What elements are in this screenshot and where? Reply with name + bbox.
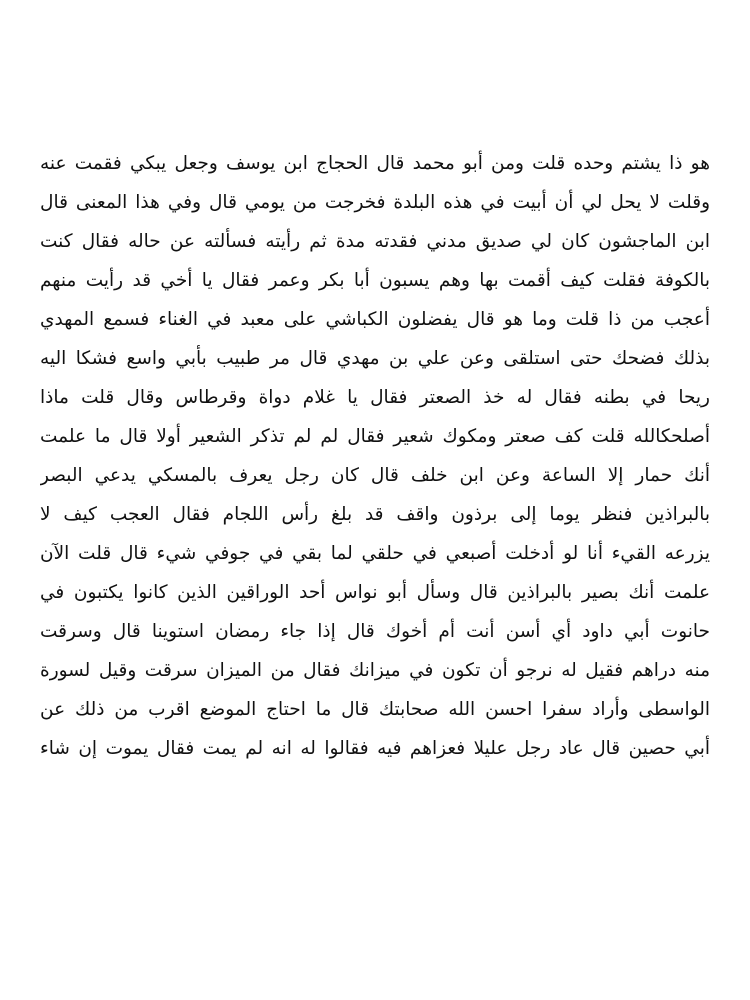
text-line: يزرعه القيء أنا لو أدخلت أصبعي في حلقي لما بقي في جوفي شيء قال قلت الآن: [40, 543, 710, 564]
text-line: ابن الماجشون كان لي صديق مدني فقدته مدة ثم رأيته فسألته عن حاله فقال كنت: [40, 231, 710, 252]
text-line: وقلت لا يحل لي أن أبيت في هذه البلدة فخرجت من يومي قال وفي هذا المعنى قال: [40, 192, 710, 213]
text-line: أصلحكالله قلت كف صعتر ومكوك شعير فقال لم لم تذكر الشعير أولا قال ما علمت: [40, 426, 710, 447]
text-line: هو ذا يشتم وحده قلت ومن أبو محمد قال الحجاج ابن يوسف وجعل يبكي فقمت عنه: [40, 153, 710, 174]
text-line: منه دراهم فقيل له نرجو أن تكون في ميزانك فقال من الميزان سرقت وقيل لسورة: [40, 660, 710, 681]
text-line: علمت أنك بصير بالبراذين قال وسأل أبو نواس أحد الوراقين الذين كانوا يكتبون في: [40, 582, 710, 603]
text-line: الواسطى وأراد سفرا احسن الله صحابتك قال ما احتاج الموضع اقرب من ذلك عن: [40, 699, 710, 720]
text-line: ريحا في بطنه فقال له خذ الصعتر فقال يا غلام دواة وقرطاس وقال قلت ماذا: [40, 387, 710, 408]
text-line: بذلك فضحك حتى استلقى وعن علي بن مهدي قال مر طبيب بأبي واسع فشكا اليه: [40, 348, 710, 369]
text-line: بالكوفة فقلت كيف أقمت بها وهم يسبون أبا بكر وعمر فقال يا أخي قد رأيت منهم: [40, 270, 710, 291]
text-line: أعجب من ذا قلت وما هو قال يفضلون الكباشي على معبد في الغناء فسمع المهدي: [40, 309, 710, 330]
text-line: بالبراذين فنظر يوما إلى برذون واقف قد بلغ رأس اللجام فقال العجب كيف لا: [40, 504, 710, 525]
text-line: حانوت أبي داود أي أسن أنت أم أخوك قال إذا جاء رمضان استوينا قال وسرقت: [40, 621, 710, 642]
text-line: أنك حمار إلا الساعة وعن ابن خلف قال كان رجل يعرف بالمسكي يدعي البصر: [40, 465, 710, 486]
document-body: [40, 144, 710, 768]
text-line: أبي حصين قال عاد رجل عليلا فعزاهم فيه فقالوا له انه لم يمت فقال يموت إن شاء: [40, 738, 710, 759]
